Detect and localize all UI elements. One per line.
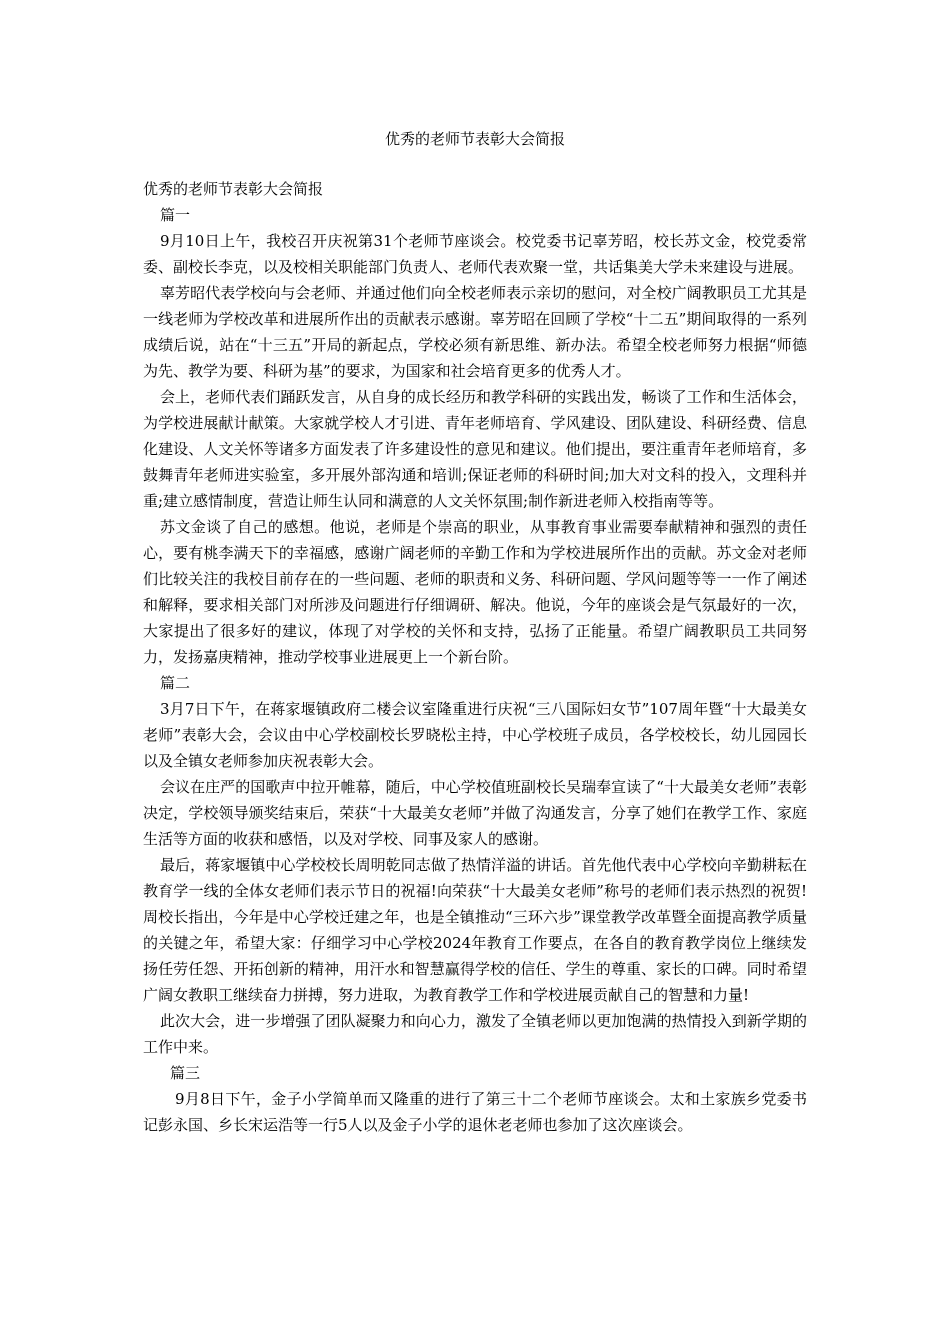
section-1-paragraph-2: 辜芳昭代表学校向与会老师、并通过他们向全校老师表示亲切的慰问，对全校广阔教职员工尤其是一线老师为学校改革和进展所作出的贡献表示感谢。辜芳昭在回顾了学校“十二五”期间取得的一系列成绩后说，站在“十三五”开局的新起点，学校必须有新思维、新办法。希望全校老师努力根据“师德为先、教学为要、科研为基”的要求，为国家和社会培育更多的优秀人才。 bbox=[143, 284, 807, 380]
section-1-paragraph-1: 9月10日上午，我校召开庆祝第31个老师节座谈会。校党委书记辜芳昭，校长苏文金，校党委常委、副校长李克，以及校相关职能部门负责人、老师代表欢聚一堂，共话集美大学未来建设与进展。 bbox=[143, 232, 807, 276]
section-1-label: 篇一 bbox=[160, 206, 191, 224]
section-2-paragraph-3: 最后，蒋家堰镇中心学校校长周明乾同志做了热情洋溢的讲话。首先他代表中心学校向辛勤耕耘在教育学一线的全体女老师们表示节日的祝福!向荣获“十大最美女老师”称号的老师们表示热烈的祝贺!周校长指出，今年是中心学校迁建之年，也是全镇推动“三环六步”课堂教学改革暨全面提高教学质量的关键之年，希望大家：仔细学习中心学校2024年教育工作要点，在各自的教育教学岗位上继续发扬任劳任怨、开拓创新的精神，用汗水和智慧赢得学校的信任、学生的尊重、家长的口碑。同时希望广阔女教职工继续奋力拼搏，努力进取，为教育教学工作和学校进展贡献自己的智慧和力量! bbox=[143, 856, 807, 1004]
section-3-label: 篇三 bbox=[170, 1064, 201, 1082]
section-3 bbox=[143, 1060, 807, 1138]
section-2-paragraph-2: 会议在庄严的国歌声中拉开帷幕，随后，中心学校值班副校长吴瑞奉宣读了“十大最美女老师”表彰决定，学校领导颁奖结束后，荣获“十大最美女老师”并做了沟通发言，分享了她们在教学工作、家庭生活等方面的收获和感悟，以及对学校、同事及家人的感谢。 bbox=[143, 778, 807, 848]
section-1-paragraph-4: 苏文金谈了自己的感想。他说，老师是个崇高的职业，从事教育事业需要奉献精神和强烈的责任心，要有桃李满天下的幸福感，感谢广阔老师的辛勤工作和为学校进展所作出的贡献。苏文金对老师们比较关注的我校目前存在的一些问题、老师的职责和义务、科研问题、学风问题等等一一作了阐述和解释，要求相关部门对所涉及问题进行仔细调研、解决。他说，今年的座谈会是气氛最好的一次，大家提出了很多好的建议，体现了对学校的关怀和支持，弘扬了正能量。希望广阔教职员工共同努力，发扬嘉庚精神，推动学校事业进展更上一个新台阶。 bbox=[143, 518, 807, 666]
section-2-label: 篇二 bbox=[160, 674, 191, 692]
section-1 bbox=[143, 202, 807, 670]
section-2-paragraph-4: 此次大会，进一步增强了团队凝聚力和向心力，激发了全镇老师以更加饱满的热情投入到新学期的工作中来。 bbox=[143, 1012, 807, 1056]
document-subtitle: 优秀的老师节表彰大会简报 bbox=[143, 180, 324, 198]
section-1-paragraph-3: 会上，老师代表们踊跃发言，从自身的成长经历和教学科研的实践出发，畅谈了工作和生活体会，为学校进展献计献策。大家就学校人才引进、青年老师培育、学风建设、团队建设、科研经费、信息化建设、人文关怀等诸多方面发表了许多建设性的意见和建议。他们提出，要注重青年老师培育，多鼓舞青年老师进实验室，多开展外部沟通和培训;保证老师的科研时间;加大对文科的投入，文理科并重;建立感情制度，营造让师生认同和满意的人文关怀氛围;制作新进老师入校指南等等。 bbox=[143, 388, 807, 510]
section-3-paragraph-1: 9月8日下午，金子小学简单而又隆重的进行了第三十二个老师节座谈会。太和土家族乡党委书记彭永国、乡长宋运浩等一行5人以及金子小学的退休老老师也参加了这次座谈会。 bbox=[143, 1090, 807, 1134]
section-2 bbox=[143, 670, 807, 1060]
document-title: 优秀的老师节表彰大会简报 bbox=[384, 130, 565, 148]
document-body bbox=[143, 176, 807, 1138]
section-2-paragraph-1: 3月7日下午，在蒋家堰镇政府二楼会议室隆重进行庆祝“三八国际妇女节”107周年暨“十大最美女老师”表彰大会，会议由中心学校副校长罗晓松主持，中心学校班子成员，各学校校长，幼儿园园长以及全镇女老师参加庆祝表彰大会。 bbox=[143, 700, 807, 770]
